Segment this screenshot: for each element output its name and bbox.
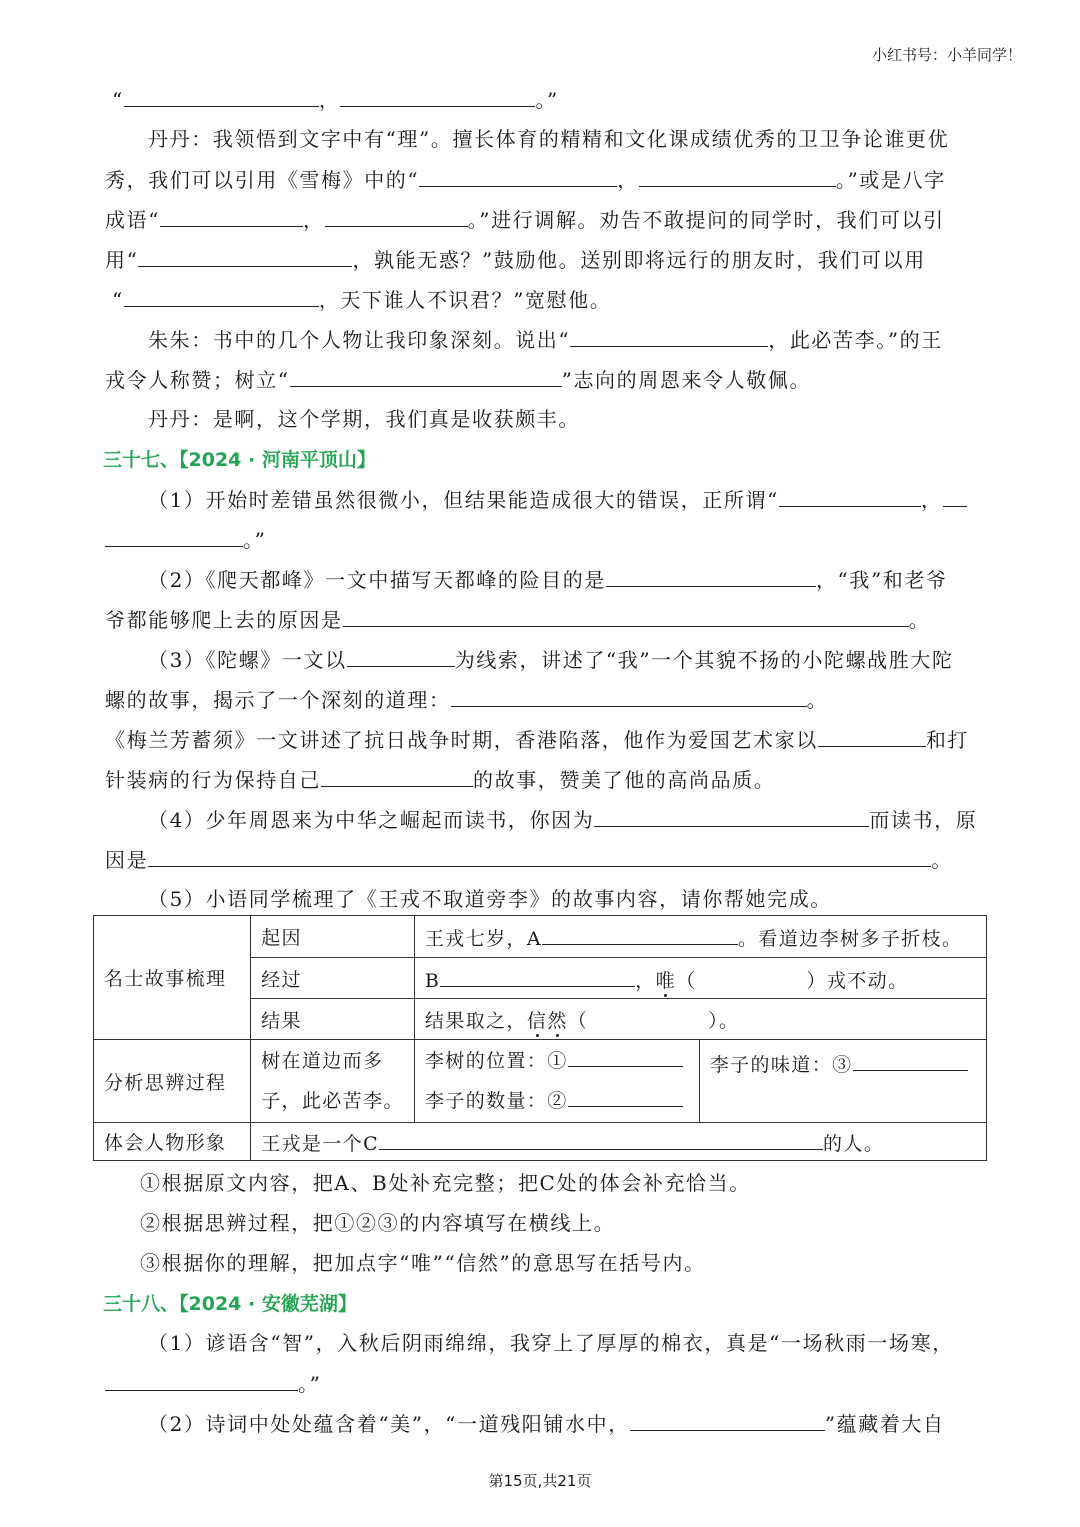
account-watermark: 小红书号：小羊同学！ [871,46,1022,64]
text-line [148,884,832,914]
answer-blank[interactable] [160,204,303,227]
blank-C[interactable] [379,1127,823,1150]
text-line [148,484,967,514]
answer-blank[interactable] [570,324,768,347]
text-line [105,524,266,554]
text-line [140,1248,706,1278]
text-line [148,1328,954,1358]
answer-blank[interactable] [606,564,816,587]
answer-blank[interactable] [419,164,617,187]
text-segment: 为线索，讲述了“我”一个其貌不扬的小陀螺战胜大陀 [454,648,954,672]
blank-1[interactable] [568,1044,683,1067]
text-segment: ，天下谁人不识君？”宽慰他。 [318,288,612,312]
dotted-char-xin: 信 [526,1009,548,1032]
analysis-fields [414,1040,699,1123]
dotted-char-ran: 然 [547,1009,568,1032]
answer-blank[interactable] [943,484,967,507]
answer-blank[interactable] [779,484,921,507]
text-segment: ，“我”和老爷 [815,568,948,592]
process-text: B [424,969,441,992]
text-line [148,404,580,434]
blank-A[interactable] [542,922,738,945]
text-segment: 因是 [105,848,149,872]
text-segment: （2）《爬天都峰》一文中描写天都峰的险目的是 [148,568,606,592]
text-line [140,1208,615,1238]
blank-B[interactable] [440,964,635,987]
image-text-end: 的人。 [823,1133,885,1155]
dotted-char-wei: 唯 [655,969,677,992]
image-label: 体会人物形象 [94,1123,251,1161]
answer-blank[interactable] [343,604,909,627]
text-segment: 。 [806,688,829,712]
text-segment: 丹丹：是啊，这个学期，我们真是收获颇丰。 [148,407,580,431]
text-segment: 秀，我们可以引用《雪梅》中的“ [105,168,420,192]
story-label: 名士故事梳理 [94,916,251,1040]
text-segment: 丹丹：我领悟到文字中有“理”。擅长体育的精精和文化课成绩优秀的卫卫争论谁更优 [148,127,950,151]
cause-text-end: 。看道边李树多子折枝。 [738,928,963,950]
text-segment: 。” [298,1372,322,1396]
analysis-quote [251,1040,415,1123]
text-segment: 用“ [105,248,139,272]
text-segment: 。” [535,88,559,112]
paren-open: （ [676,969,697,992]
text-line [105,844,953,874]
page-number: 第15页,共21页 [488,1472,592,1490]
process-cell [414,958,986,999]
text-line [148,804,977,834]
text-segment: 的故事，赞美了他的高尚品质。 [473,768,776,792]
blank-3[interactable] [853,1048,968,1071]
text-line [105,684,828,714]
cause-cell [414,916,986,958]
text-segment: ， [920,488,943,512]
answer-blank[interactable] [138,244,352,267]
text-segment: ，孰能无惑？”鼓励他。送别即将远行的朋友时，我们可以用 [352,248,926,272]
text-line [105,364,811,394]
text-segment: ②根据思辨过程，把①②③的内容填写在横线上。 [140,1211,616,1235]
result-cell [414,999,986,1040]
cause-text: 王戎七岁，A [424,928,543,950]
text-segment: 爷都能够爬上去的原因是 [105,608,343,632]
text-segment: 螺的故事，揭示了一个深刻的道理： [105,688,451,712]
text-segment: ， [318,88,341,112]
result-text-end: ）。 [708,1009,740,1032]
text-line [112,284,611,314]
answer-blank[interactable] [105,524,243,547]
text-line [148,564,948,594]
process-text-end: ）戎不动。 [806,969,909,992]
taste-label: 李子的味道：③ [709,1054,853,1076]
comma: ， [635,969,656,992]
text-segment: （3）《陀螺》一文以 [148,648,347,672]
text-segment: （1）开始时差错虽然很微小，但结果能造成很大的错误，正所谓“ [148,488,779,512]
text-segment: 。”或是八字 [835,168,946,192]
text-segment: 戎令人称赞；树立“ [105,368,290,392]
answer-blank[interactable] [105,1368,298,1391]
text-segment: 而读书，原 [869,808,978,832]
text-segment: （1）谚语含“智”，入秋后阴雨绵绵，我穿上了厚厚的棉衣，真是“一场秋雨一场寒， [148,1331,954,1355]
answer-blank[interactable] [451,684,807,707]
text-line [148,324,943,354]
result-label: 结果 [251,999,415,1040]
text-segment: 。 [931,848,953,872]
answer-blank[interactable] [124,84,319,107]
blank-2[interactable] [568,1084,683,1107]
text-segment: ①根据原文内容，把A、B处补充完整；把C处的体会补充恰当。 [140,1171,751,1195]
text-segment: （5）小语同学梳理了《王戎不取道旁李》的故事内容，请你帮她完成。 [148,887,832,911]
answer-blank[interactable] [818,724,926,747]
text-segment: ， [617,168,639,192]
analysis-label: 分析思辨过程 [94,1040,251,1123]
text-segment: ③根据你的理解，把加点字“唯”“信然”的意思写在括号内。 [140,1251,706,1275]
text-line [105,164,946,194]
text-segment: 。” [243,528,267,552]
text-segment: （4）少年周恩来为中华之崛起而读书，你因为 [148,808,595,832]
text-segment: 《梅兰芳蓄须》一文讲述了抗日战争时期，香港陷落，他作为爱国艺术家以 [105,728,818,752]
text-segment: 。”进行调解。劝告不敢提问的同学时，我们可以引 [467,208,945,232]
text-line [140,1168,751,1198]
text-line [105,724,969,754]
text-segment: 和打 [925,728,970,752]
answer-blank[interactable] [148,844,931,867]
text-line [148,124,949,154]
text-line [105,764,775,794]
taste-cell [699,1040,986,1123]
text-line [148,644,954,674]
position-label: 李树的位置：① [424,1050,568,1072]
text-segment: （2）诗词中处处蕴含着“美”，“一道残阳铺水中， [148,1412,630,1436]
text-segment: 成语“ [105,208,161,232]
story-table [93,915,987,1161]
text-line [105,244,926,274]
result-text: 结果取之， [424,1009,527,1032]
text-line [112,84,559,114]
process-label: 经过 [251,958,415,999]
text-segment: ，此必苦李。”的王 [768,328,943,352]
answer-blank[interactable] [639,164,836,187]
analysis-quote-line1: 树在道边而多 [261,1050,384,1072]
answer-blank[interactable] [630,1408,825,1431]
cause-label: 起因 [251,916,415,958]
image-cell [251,1123,987,1161]
answer-blank[interactable] [325,204,468,227]
answer-blank[interactable] [347,644,455,667]
answer-blank[interactable] [594,804,869,827]
text-segment: 朱朱：书中的几个人物让我印象深刻。说出“ [148,328,571,352]
answer-blank[interactable] [321,764,473,787]
text-segment: ”蕴藏着大自 [824,1412,945,1436]
text-line [148,1408,945,1438]
answer-blank[interactable] [124,284,319,307]
text-segment: ， [303,208,325,232]
image-text: 王戎是一个C [261,1133,380,1155]
text-segment: 针装病的行为保持自己 [105,768,321,792]
text-segment: ”志向的周恩来令人敬佩。 [561,368,812,392]
section-heading-37: 三十七、【2024 · 河南平顶山】 [103,449,376,471]
section-heading-38: 三十八、【2024 · 安徽芜湖】 [103,1293,357,1315]
text-line [105,604,930,634]
text-segment: “ [112,288,124,312]
text-line [105,204,945,234]
text-segment: 。 [908,608,931,632]
text-line [105,1368,321,1398]
answer-blank[interactable] [340,84,535,107]
analysis-quote-line2: 子，此必苦李。 [261,1090,404,1112]
answer-blank[interactable] [290,364,562,387]
text-segment: “ [112,88,124,112]
paren-open: （ [567,1009,589,1032]
count-label: 李子的数量：② [424,1090,568,1112]
